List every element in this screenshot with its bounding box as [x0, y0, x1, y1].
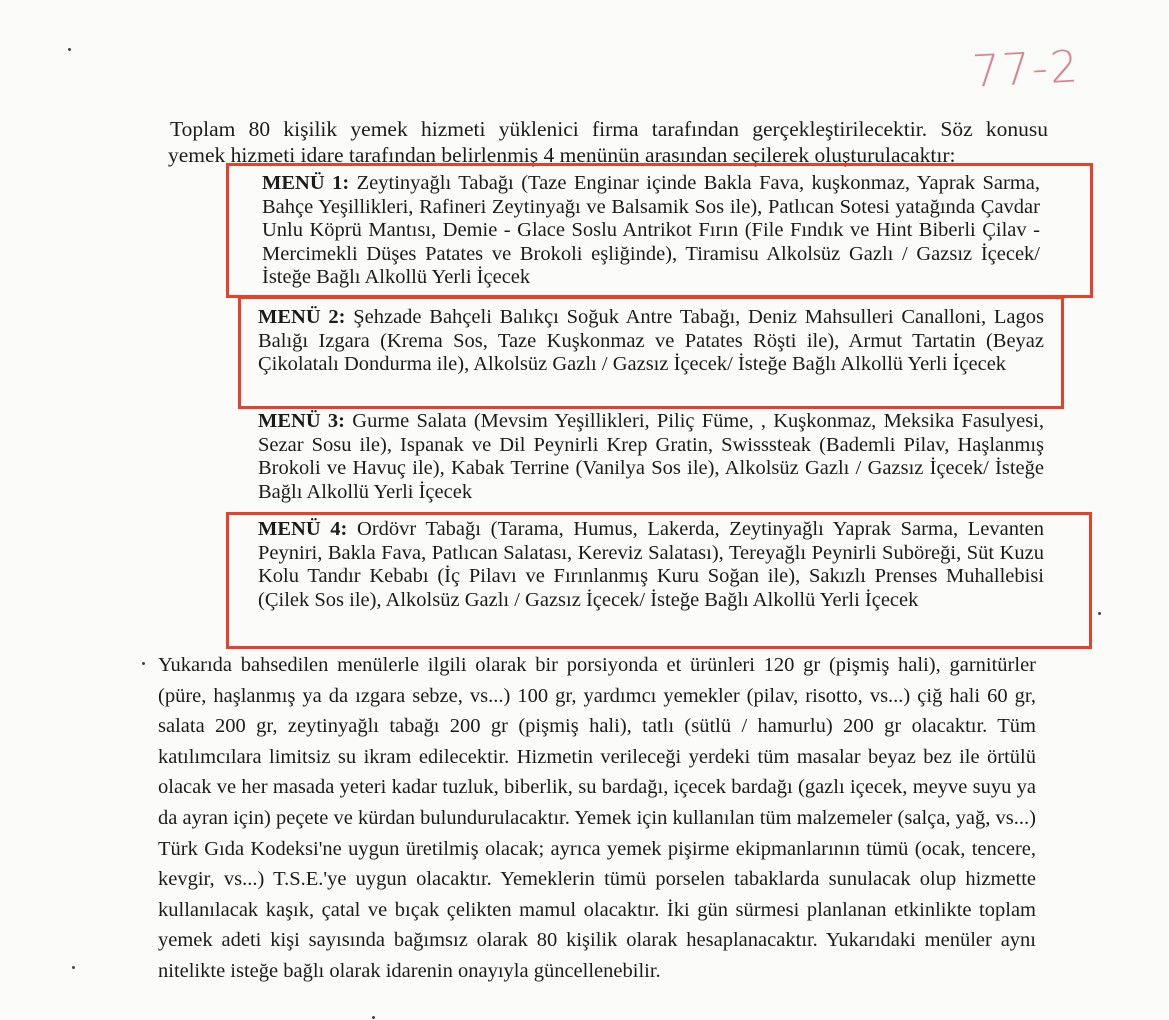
highlight-box-menu-1 [226, 163, 1093, 298]
scan-speck [372, 1016, 375, 1019]
scan-speck [1098, 612, 1101, 615]
menu-1-text: Zeytinyağlı Tabağı (Taze Enginar içinde Bakla Fava, kuşkonmaz, Yaprak Sarma, Bahçe Yeşillikleri, Rafineri Zeytinyağı ve Balsamik Sos ile), Patlıcan Sotesi yatağında Çavdar Unlu Köprü Mantısı, Demie - Glace Soslu Antrikot Fırın (File Fındık ve Hint Biberli Çilav - Mercimekli Düşes Patates ve Brokoli eşliğinde), Tiramisu Alkolsüz Gazlı / Gazsız İçecek/İsteğe Bağlı Alkollü Yerli İçecek [262, 172, 1040, 288]
intro-line-2: yemek hizmeti idare tarafından belirlenmiş 4 menünün arasından seçilerek oluşturulacaktır: [168, 143, 956, 167]
menu-3 [258, 410, 1044, 504]
scan-speck [142, 662, 145, 665]
page-number: 77-2 [970, 41, 1082, 98]
menu-4-label: MENÜ 4: [258, 518, 348, 540]
highlight-box-menu-4 [226, 512, 1092, 649]
menu-3-text: Gurme Salata (Mevsim Yeşillikleri, Piliç Füme, , Kuşkonmaz, Meksika Fasulyesi, Sezar Sosu ile), Ispanak ve Dil Peynirli Krep Gratin, Swisssteak (Bademli Pilav, Haşlanmış Brokoli ve Havuç ile), Kabak Terrine (Vanilya Sos ile), Alkolsüz Gazlı / Gazsız İçecek/ İsteğe Bağlı Alkollü Yerli İçecek [258, 410, 1045, 503]
menu-2-label: MENÜ 2: [258, 306, 346, 328]
menu-3-label: MENÜ 3: [258, 410, 345, 432]
body-paragraph: Yukarıda bahsedilen menülerle ilgili olarak bir porsiyonda et ürünleri 120 gr (pişmiş hali), garnitürler (püre, haşlanmış ya da ızgara sebze, vs...) 100 gr, yardımcı yemekler (pilav, risotto, vs...) çiğ hali 60 gr, salata 200 gr, zeytinyağlı tabağı 200 gr (pişmiş hali), tatlı (sütlü / hamurlu) 200 gr olacaktır. Tüm katılımcılara limitsiz su ikram edilecektir. Hizmetin verileceği yerdeki tüm masalar beyaz bez ile örtülü olacak ve her masada yeteri kadar tuzluk, biberlik, su bardağı, içecek bardağı (gazlı içecek, meyve suyu ya da ayran için) peçete ve kürdan bulundurulacaktır. Yemek için kullanılan tüm malzemeler (salça, yağ, vs...) Türk Gıda Kodeksi'ne uygun üretilmiş olacak; ayrıca yemek pişirme ekipmanlarının tümü (ocak, tencere, kevgir, vs...) T.S.E.'ye uygun olacaktır. Yemeklerin tümü porselen tabaklarda sunulacak olup hizmette kullanılacak kaşık, çatal ve bıçak çelikten mamul olacaktır. İki gün sürmesi planlanan etkinlikte toplam yemek adeti kişi sayısında bağımsız olarak 80 kişilik olarak hesaplanacaktır. Yukarıdaki menüler aynı nitelikte isteğe bağlı olarak idarenin onayıyla güncellenebilir. [158, 654, 1036, 982]
menu-2-text: Şehzade Bahçeli Balıkçı Soğuk Antre Tabağı, Deniz Mahsulleri Canalloni, Lagos Balığı Izgara (Krema Sos, Taze Kuşkonmaz ve Patates Röşti ile), Armut Tartatin (Beyaz Çikolatalı Dondurma ile), Alkolsüz Gazlı / Gazsız İçecek/ İsteğe Bağlı Alkollü Yerli İçecek [258, 306, 1045, 375]
menu-4-text: Ordövr Tabağı (Tarama, Humus, Lakerda, Zeytinyağlı Yaprak Sarma, Levanten Peyniri, Bakla Fava, Patlıcan Salatası, Kereviz Salatası), Tereyağlı Peynirli Suböreği, Süt Kuzu Kolu Tandır Kebabı (İç Pilavı ve Fırınlanmış Kuru Soğan ile), Sakızlı Prenses Muhallebisi (Çilek Sos ile), Alkolsüz Gazlı / Gazsız İçecek/ İsteğe Bağlı Alkollü Yerli İçecek [258, 518, 1045, 611]
highlight-box-menu-2 [238, 296, 1064, 409]
scan-speck [72, 966, 75, 969]
menu-1-label: MENÜ 1: [262, 172, 350, 194]
intro-line-1: Toplam 80 kişilik yemek hizmeti yüklenici firma tarafından gerçekleştirilecektir. Söz konusu [170, 117, 1048, 141]
scan-speck [68, 48, 71, 51]
